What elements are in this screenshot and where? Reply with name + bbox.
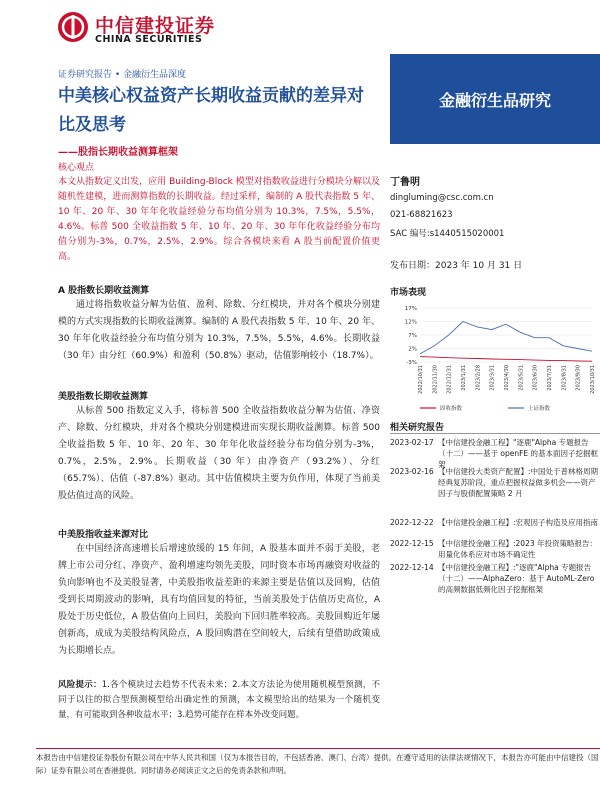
related-report-item[interactable]	[390, 538, 600, 560]
series-line	[420, 357, 592, 362]
related-report-title[interactable]: 【中信建投金融工程】:"逐鹿"Alpha 专题报告（十二）——AlphaZero：基于 AutoML-Zero 的高频数据低频化因子挖掘框架	[438, 563, 595, 594]
related-report-date: 2022-12-14	[390, 563, 434, 572]
x-tick-label: 2023/9/30	[575, 365, 582, 391]
x-tick-label: 2023/4/30	[504, 365, 510, 391]
summary-text: 本文从指数定义出发，应用 Building-Block 模型对指数收益进行分模块分解以及随机性建模，进而测算指数的长期收益。经过采样，编制的 A 股代表指数 5 年、10 年、20 年、30 年年化收益经验分布均值分别为 10.3%，7.5%，5.5%，4.6%。标普 500 全收益指数 5 年、10 年、20 年、30 年年化收益经验分布均值分别为-3%，0.7%，2.5%，2.9%。综合各模块来看 A 股当前配置价值更高。	[58, 177, 380, 262]
y-tick-label: 7%	[408, 333, 417, 339]
x-tick-label: 2023/7/31	[547, 365, 553, 391]
author-name: 丁鲁明	[390, 177, 420, 188]
paragraph: 在中国经济高速增长后增速放缓的 15 年间，A 股基本面并不弱于美股，老牌上市公司分红、净资产、盈利增速均领先美股，同时资本市场再融资对收益的负向影响也不及美股显著，中美股指收益差距的来源主要是估值以及回购，估值受到长周期波动的影响，具有均值回复的特征，当前美股处于估值历史高位，A 股处于历史低位，A 股估值向上回归，美股向下回归胜率较高。美股回购近年屡创新高，成成为美股结构风险点，A 股回购潜在空间较大，后续有望借助政策成为长期增长点。	[58, 544, 380, 656]
y-tick-label: 17%	[404, 306, 417, 312]
section-title-us: 美股指数长期收益测算	[58, 392, 149, 402]
author-phone: 021-68821623	[390, 210, 453, 220]
legend-label: 固收指数	[440, 406, 463, 412]
x-tick-label: 2022/10/31	[418, 365, 424, 394]
author-email[interactable]: dingluming@csc.com.cn	[390, 193, 494, 203]
section-text-compare	[58, 541, 380, 660]
related-title: 相关研究报告	[390, 423, 445, 433]
publish-value: 2023 年 10 月 31 日	[435, 261, 523, 271]
related-report-item[interactable]	[390, 466, 600, 499]
section-banner	[390, 54, 600, 144]
banner-text: 金融衍生品研究	[438, 90, 551, 110]
related-report-item[interactable]	[390, 562, 600, 595]
disclaimer-footer: 本报告由中信建投证券股份有限公司在中华人民共和国（仅为本报告目的，不包括香港、澳门、台湾）提供。在遵守适用的法律法规情况下，本报告亦可能由中信建投（国际）证券有限公司在香港提供。同时请务必阅读正文之后的免责条款和声明。	[36, 748, 600, 777]
company-name-cn: 中信建投证券	[95, 15, 216, 37]
x-tick-label: 2023/10/31	[590, 365, 596, 394]
report-category: 证券研究报告 • 金融衍生品深度	[58, 70, 187, 80]
paragraph: 从标普 500 指数定义入手，将标普 500 全收益指数收益分解为估值、净资产、除数、分红模块，并对各个模块分别建模进而实现长期收益测算。标普 500 全收益指数 5 年、10 年、20 年、30 年年化收益经验分布均值分别为-3%，0.7%，2.5%，2.9%。长期收益（30 年）由净资产（93.2%）、分红（65.7%）、估值（-87.8%）驱动。其中估值模块主要为负作用，体现了当前美股估值过高的风险。	[58, 406, 380, 501]
x-tick-label: 2023/5/31	[518, 365, 525, 391]
risk-label: 风险提示：	[58, 680, 102, 690]
report-title: 中美核心权益资产长期收益贡献的差异对比及思考	[58, 86, 364, 135]
related-report-date: 2023-02-17	[390, 438, 434, 447]
core-view-label: 核心观点	[58, 163, 95, 173]
y-tick-label: -3%	[406, 360, 417, 366]
x-tick-label: 2023/2/28	[475, 365, 482, 391]
x-tick-label: 2023/8/31	[561, 365, 568, 391]
y-tick-label: 2%	[408, 346, 417, 353]
company-logo-icon	[58, 12, 88, 42]
related-report-date: 2022-12-22	[390, 518, 434, 527]
risk-warning	[58, 678, 380, 723]
y-tick-label: 12%	[404, 319, 417, 326]
x-tick-label: 2023/6/30	[532, 365, 539, 391]
author-sac: SAC 编号:s1440515020001	[390, 229, 505, 239]
risk-text: 1.各个模块过去趋势不代表未来；2.本文方法论为使用随机模型预测，不同于以往的拟合型预测模型给出确定性的预测，本文模型给出的结果为一个随机变量，有可能取到各种收益水平；3.趋势可能存在样本外改变问题。	[58, 680, 380, 720]
related-report-date: 2023-02-16	[390, 467, 434, 476]
company-name-en: CHINA SECURITIES	[95, 34, 203, 45]
legend-label: 上证指数	[528, 406, 551, 412]
x-tick-label: 2022/11/30	[432, 365, 439, 394]
x-tick-label: 2023/1/31	[461, 365, 467, 391]
related-report-title[interactable]: 【中信建投金融工程】:宏观因子构造及应用指南	[438, 518, 599, 527]
market-title: 市场表现	[390, 288, 427, 298]
related-report-title[interactable]: 【中信建投大类资产配置】:中国处于普林格周期经典复苏阶段，重点把握权益做多机会——资产因子与股债配置策略 2 月	[438, 467, 599, 498]
section-text-a-share	[58, 297, 380, 365]
publish-label: 发布日期：	[390, 261, 436, 271]
series-line	[420, 322, 592, 354]
section-text-us	[58, 403, 380, 505]
publish-date	[390, 258, 522, 271]
section-title-compare: 中美股指收益来源对比	[58, 530, 149, 540]
related-report-date: 2022-12-15	[390, 539, 434, 548]
market-chart	[390, 300, 600, 415]
section-title-a-share: A 股指数长期收益测算	[58, 286, 150, 296]
report-subtitle: ——股指长期收益测算框架	[58, 147, 178, 158]
x-tick-label: 2022/12/31	[446, 365, 453, 394]
related-divider	[390, 433, 600, 434]
related-report-title[interactable]: 【中信建投金融工程】:2023 年投资策略报告：用量化体系应对市场不确定性	[438, 539, 597, 559]
x-tick-label: 2023/3/31	[489, 365, 496, 391]
related-report-item[interactable]	[390, 517, 600, 528]
related-report-title[interactable]: 【中信建投金融工程】"逐鹿"Alpha 专题报告（十二）——基于 openFE 的基本面因子挖掘框架	[438, 438, 599, 469]
paragraph: 通过将指数收益分解为估值、盈利、除数、分红模块，并对各个模块分别建模的方式实现指数的长期收益测算。编制的 A 股代表指数 5 年、10 年、20 年、30 年年化收益经验分布均值分别为 10.3%，7.5%，5.5%，4.6%。长期收益（30 年）由分红（60.9%）和盈利（50.8%）驱动，估值影响较小（18.7%）。	[58, 300, 380, 361]
